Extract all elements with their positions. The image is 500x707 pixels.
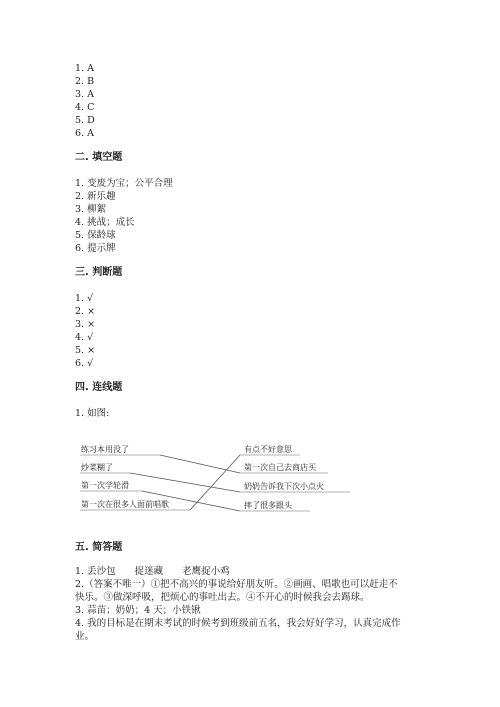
right-item-2: 第一次自己去商店买 <box>244 463 316 472</box>
answer-5-4a: 4. 我的目标是在期末考试的时候考到班级前五名，我会好好学习，认真完成作 <box>75 618 401 629</box>
answer-3-4: 4. √ <box>75 332 94 343</box>
answer-2-3: 3. 柳絮 <box>75 204 107 215</box>
answer-2-4: 4. 挑战；成长 <box>75 217 135 228</box>
answer-1-3: 3. A <box>75 89 94 100</box>
connector-2 <box>130 473 240 492</box>
answer-1-5: 5. D <box>75 115 95 126</box>
answer-3-3: 3. × <box>75 319 96 330</box>
answer-3-6: 6. √ <box>75 358 94 369</box>
answer-5-2a: 2.（答案不唯一）①把不高兴的事说给好朋友听。②画画、唱歌也可以赶走不 <box>75 579 398 590</box>
left-item-1: 练习本用没了 <box>81 445 129 454</box>
answer-2-5: 5. 保龄球 <box>75 230 116 241</box>
section-4-title: 四. 连线题 <box>75 382 123 393</box>
section-5-title: 五. 简答题 <box>75 542 123 553</box>
answer-1-6: 6. A <box>75 128 94 139</box>
section-2-title: 二. 填空题 <box>75 152 123 163</box>
section-4-intro: 1. 如图: <box>75 408 110 419</box>
answer-3-1: 1. √ <box>75 293 94 304</box>
right-item-3: 奶奶告诉我下次小点火 <box>244 482 324 491</box>
answer-1-2: 2. B <box>75 76 95 87</box>
answer-5-1: 1. 丢沙包 捉迷藏 老鹰捉小鸡 <box>75 566 230 577</box>
answer-1-1: 1. A <box>75 63 94 74</box>
answer-2-2: 2. 新乐趣 <box>75 191 116 202</box>
answer-2-1: 1. 变废为宝；公平合理 <box>75 178 173 189</box>
answer-5-2b: 快乐。③做深呼吸，把烦心的事吐出去。④不开心的时候我会去踢球。 <box>75 592 370 603</box>
right-item-1: 有点不好意思 <box>244 445 292 454</box>
left-item-2: 炒菜糊了 <box>81 463 113 472</box>
answer-5-3: 3. 蒜苗；奶奶；4 天；小铁锹 <box>75 605 201 616</box>
answer-3-5: 5. × <box>75 345 96 356</box>
matching-diagram <box>60 430 380 530</box>
answer-1-4: 4. C <box>75 102 95 113</box>
answer-3-2: 2. × <box>75 306 96 317</box>
right-item-4: 摔了很多跟头 <box>244 501 292 510</box>
left-item-4: 第一次在很多人面前唱歌 <box>81 500 169 509</box>
left-item-3: 第一次学轮滑 <box>81 481 129 490</box>
answer-2-6: 6. 提示牌 <box>75 243 116 254</box>
answer-5-4b: 业。 <box>75 631 95 642</box>
connector-1 <box>160 455 240 473</box>
section-3-title: 三. 判断题 <box>75 267 123 278</box>
